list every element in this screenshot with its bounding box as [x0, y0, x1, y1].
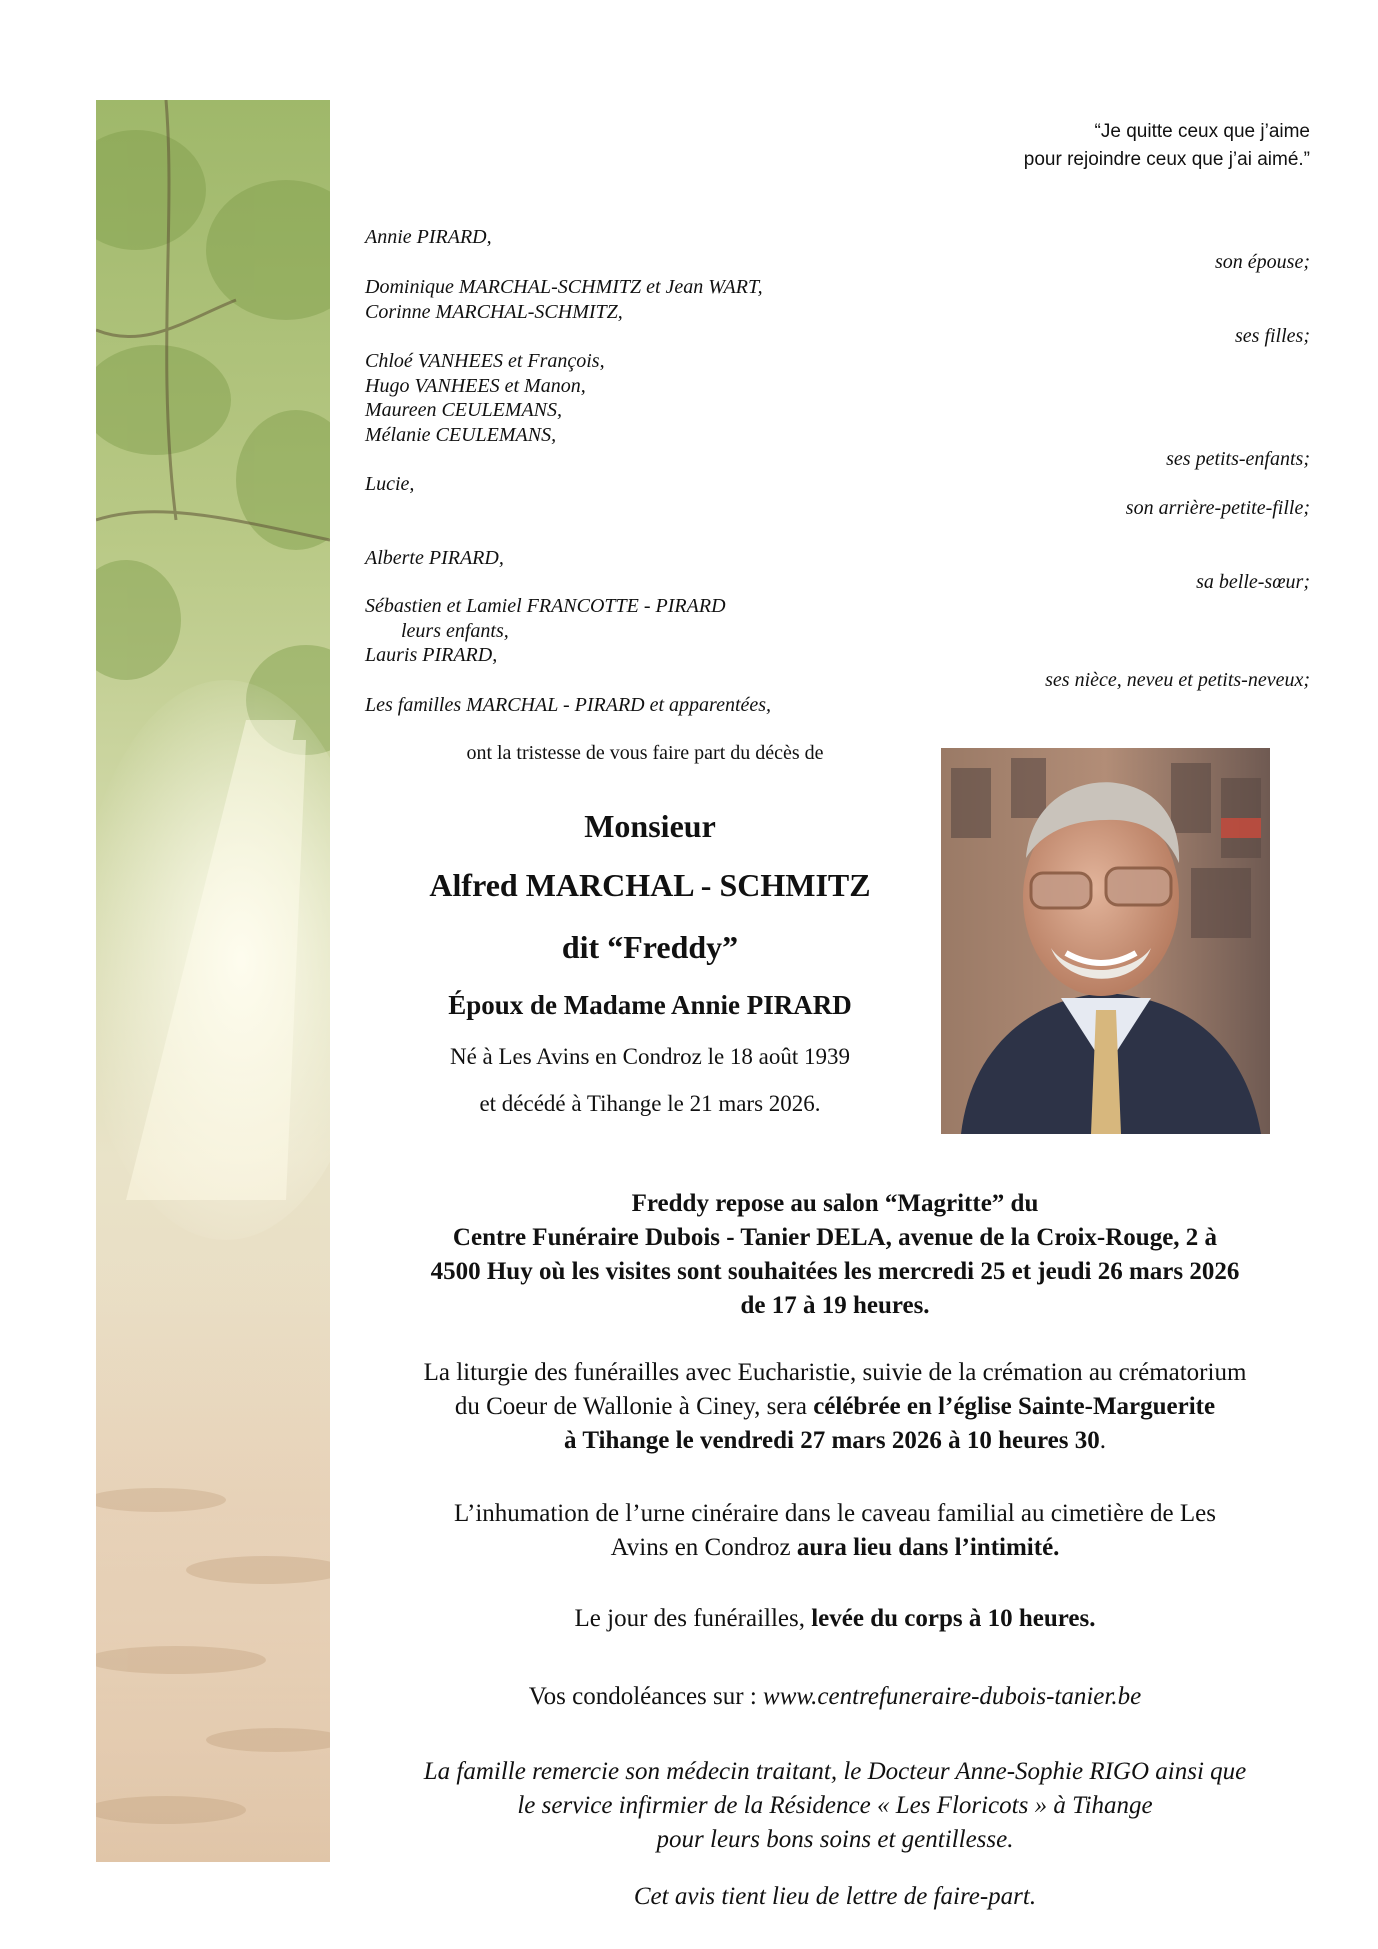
- nephew-line-2: leurs enfants,: [401, 619, 509, 642]
- grandchildren-relation: ses petits-enfants;: [1166, 448, 1310, 470]
- grandchild-2: Hugo VANHEES et Manon,: [365, 374, 586, 397]
- liturgy-line-3-bold: à Tihange le vendredi 27 mars 2026 à 10 heures 30: [564, 1427, 1100, 1454]
- liturgy-line-2-text: du Coeur de Wallonie à Ciney, sera: [454, 1393, 814, 1420]
- deceased-spouse: Époux de Madame Annie PIRARD: [448, 990, 852, 1020]
- inhumation-line-2-bold: aura lieu dans l’intimité.: [796, 1534, 1060, 1561]
- nephew-line-3: Lauris PIRARD,: [365, 644, 498, 666]
- families-line: Les familles MARCHAL - PIRARD et apparentées,: [365, 694, 772, 716]
- grandchild-3: Maureen CEULEMANS,: [365, 399, 563, 421]
- nephews-relation: ses nièce, neveu et petits-neveux;: [1045, 669, 1310, 691]
- liturgy-line-2-bold: célébrée en l’église Sainte-Marguerite: [813, 1393, 1216, 1420]
- inhumation-block: [352, 1497, 1318, 1565]
- liturgy-line-3-end: .: [1099, 1427, 1106, 1454]
- condolences-line: [352, 1680, 1318, 1714]
- levee-line: [352, 1602, 1318, 1636]
- epigraph-quote: [1024, 118, 1310, 174]
- sister-in-law-relation: sa belle-sœur;: [1196, 571, 1310, 593]
- condolences-text: Vos condoléances sur :: [528, 1683, 764, 1710]
- liturgy-line-1: La liturgie des funérailles avec Eucharistie, suivie de la crémation au crématorium: [423, 1359, 1247, 1386]
- grandchild-1: Chloé VANHEES et François,: [365, 350, 605, 372]
- quote-line-2: pour rejoindre ceux que j’ai aimé.”: [1023, 149, 1310, 170]
- grandchildren-list: [365, 349, 605, 447]
- thanks-block: [352, 1755, 1318, 1857]
- forest-path-image: [96, 100, 330, 1862]
- inhumation-line-2-text: Avins en Condroz: [610, 1534, 797, 1561]
- deceased-title: Monsieur: [584, 808, 716, 844]
- great-grandchild-relation: son arrière-petite-fille;: [1125, 497, 1310, 519]
- deceased-died: et décédé à Tihange le 21 mars 2026.: [479, 1091, 821, 1116]
- thanks-line-1: La famille remercie son médecin traitant, le Docteur Anne-Sophie RIGO ainsi que: [423, 1758, 1247, 1785]
- announcement-line: ont la tristesse de vous faire part du décès de: [466, 742, 824, 764]
- visitation-line-2: Centre Funéraire Dubois - Tanier DELA, avenue de la Croix-Rouge, 2 à: [452, 1224, 1218, 1251]
- daughters-list: [365, 275, 763, 324]
- levee-text: Le jour des funérailles,: [574, 1605, 812, 1632]
- grandchild-4: Mélanie CEULEMANS,: [365, 423, 557, 446]
- visitation-line-3: 4500 Huy où les visites sont souhaitées les mercredi 25 et jeudi 26 mars 2026: [430, 1258, 1240, 1285]
- visitation-line-1: Freddy repose au salon “Magritte” du: [631, 1190, 1039, 1217]
- sister-in-law-name: Alberte PIRARD,: [365, 547, 504, 569]
- thanks-line-3: pour leurs bons soins et gentillesse.: [656, 1826, 1014, 1853]
- daughter-1: Dominique MARCHAL-SCHMITZ et Jean WART,: [365, 276, 763, 298]
- great-grandchild-name: Lucie,: [365, 473, 415, 495]
- nephew-line-1: Sébastien et Lamiel FRANCOTTE - PIRARD: [365, 595, 726, 617]
- quote-line-1: “Je quitte ceux que j’aime: [1094, 121, 1310, 142]
- levee-bold: levée du corps à 10 heures.: [811, 1605, 1096, 1632]
- portrait-photo: [941, 748, 1270, 1134]
- wife-name: Annie PIRARD,: [365, 226, 492, 248]
- thanks-line-2: le service infirmier de la Résidence « Les Floricots » à Tihange: [517, 1792, 1153, 1819]
- visitation-block: [352, 1187, 1318, 1323]
- daughters-relation: ses filles;: [1235, 325, 1310, 347]
- liturgy-block: [352, 1356, 1318, 1458]
- closing-line: Cet avis tient lieu de lettre de faire-part.: [633, 1883, 1037, 1910]
- inhumation-line-1: L’inhumation de l’urne cinéraire dans le caveau familial au cimetière de Les: [454, 1500, 1216, 1527]
- wife-relation: son épouse;: [1215, 251, 1310, 273]
- condolences-link[interactable]: www.centrefuneraire-dubois-tanier.be: [763, 1683, 1142, 1710]
- deceased-nickname: dit “Freddy”: [561, 929, 739, 965]
- deceased-name: Alfred MARCHAL - SCHMITZ: [429, 867, 871, 903]
- nephews-list: [365, 594, 726, 668]
- deceased-born: Né à Les Avins en Condroz le 18 août 1939: [449, 1044, 851, 1069]
- daughter-2: Corinne MARCHAL-SCHMITZ,: [365, 300, 623, 323]
- visitation-line-4: de 17 à 19 heures.: [740, 1292, 930, 1319]
